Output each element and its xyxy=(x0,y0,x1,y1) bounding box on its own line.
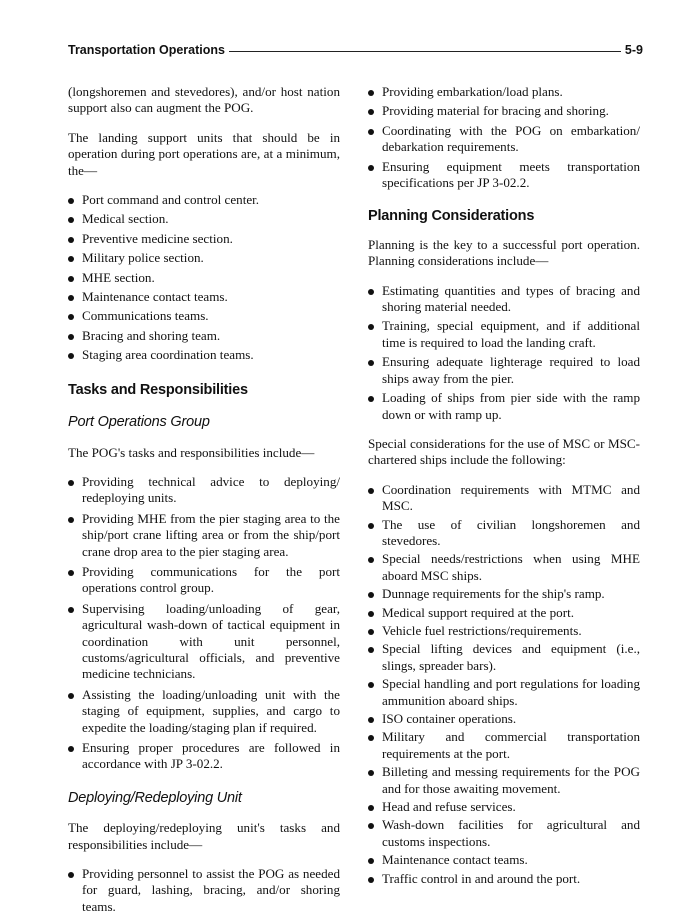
list-item: Ensuring proper procedures are followed in accordance with JP 3-02.2. xyxy=(68,740,340,773)
list-item: Head and refuse services. xyxy=(368,799,640,815)
list-item: Providing MHE from the pier staging area to the ship/port crane lifting area or from the ship/port crane drop area to the pier staging area. xyxy=(68,511,340,560)
header-title: Transportation Operations xyxy=(68,43,225,57)
list-item: Communications teams. xyxy=(68,308,340,324)
list-item: MHE section. xyxy=(68,270,340,286)
list-item: ISO container operations. xyxy=(368,711,640,727)
special-list xyxy=(368,482,640,887)
paragraph-pog: The POG's tasks and responsibilities include— xyxy=(68,444,315,460)
list-item: Maintenance contact teams. xyxy=(368,852,640,868)
list-item: Ensuring equipment meets transportation specifications per JP 3-02.2. xyxy=(368,159,640,192)
list-item: Special handling and port regulations for loading ammunition aboard ships. xyxy=(368,676,640,709)
list-item: Supervising loading/unloading of gear, agricultural wash-down of tactical equipment in coordination with unit personnel, customs/agricultural officials, and preventive medicine technicians. xyxy=(68,601,340,683)
list-item: Coordination requirements with MTMC and MSC. xyxy=(368,482,640,515)
header-rule xyxy=(229,51,621,52)
list-item: Bracing and shoring team. xyxy=(68,328,340,344)
list-item: Coordinating with the POG on embarkation/ debarkation requirements. xyxy=(368,123,640,156)
list-item: Medical support required at the port. xyxy=(368,605,640,621)
list-item: Ensuring adequate lighterage required to load ships away from the pier. xyxy=(368,354,640,387)
list-item: Assisting the loading/unloading unit with the staging of equipment, supplies, and cargo to expedite the loading/staging plan if required. xyxy=(68,687,340,736)
pog-list xyxy=(68,474,340,773)
list-item: Military police section. xyxy=(68,250,340,266)
heading-tasks: Tasks and Responsibilities xyxy=(68,381,248,398)
list-item: Providing embarkation/load plans. xyxy=(368,84,640,100)
list-item: Vehicle fuel restrictions/requirements. xyxy=(368,623,640,639)
paragraph-special: Special considerations for the use of MSC or MSC-chartered ships include the following: xyxy=(368,435,640,468)
list-item: Maintenance contact teams. xyxy=(68,289,340,305)
list-item: Providing material for bracing and shoring. xyxy=(368,103,640,119)
list-item: Special lifting devices and equipment (i.e., slings, spreader bars). xyxy=(368,641,640,674)
list-item: Medical section. xyxy=(68,211,340,227)
paragraph-landing-support: The landing support units that should be in operation during port operations are, at a minimum, the— xyxy=(68,129,340,178)
list-item: Dunnage requirements for the ship's ramp. xyxy=(368,586,640,602)
deploying-list-continued xyxy=(368,84,640,191)
list-item: Wash-down facilities for agricultural and customs inspections. xyxy=(368,817,640,850)
heading-planning: Planning Considerations xyxy=(368,208,535,225)
running-header xyxy=(68,40,643,60)
heading-deploying: Deploying/Redeploying Unit xyxy=(68,789,242,806)
list-item: Loading of ships from pier side with the ramp down or with ramp up. xyxy=(368,390,640,423)
paragraph-augment: (longshoremen and stevedores), and/or host nation support also can augment the POG. xyxy=(68,84,340,116)
list-item: Port command and control center. xyxy=(68,192,340,208)
heading-pog: Port Operations Group xyxy=(68,414,210,431)
list-item: Providing technical advice to deploying/ redeploying units. xyxy=(68,474,340,507)
list-item: Military and commercial transportation requirements at the port. xyxy=(368,729,640,762)
page-number: 5-9 xyxy=(624,43,643,57)
list-item: Traffic control in and around the port. xyxy=(368,871,640,887)
planning-list xyxy=(368,283,640,423)
deploying-list xyxy=(68,866,340,915)
right-column xyxy=(368,84,640,887)
list-item: Providing communications for the port operations control group. xyxy=(68,564,340,597)
list-item: Providing personnel to assist the POG as needed for guard, lashing, bracing, and/or shoring teams. xyxy=(68,866,340,915)
list-item: Special needs/restrictions when using MHE aboard MSC ships. xyxy=(368,551,640,584)
list-item: Staging area coordination teams. xyxy=(68,347,340,363)
list-item: Billeting and messing requirements for the POG and for those awaiting movement. xyxy=(368,764,640,797)
paragraph-planning: Planning is the key to a successful port operation. Planning considerations include— xyxy=(368,236,640,269)
landing-units-list xyxy=(68,192,340,364)
list-item: Training, special equipment, and if additional time is required to load the landing craft. xyxy=(368,318,640,351)
list-item: The use of civilian longshoremen and stevedores. xyxy=(368,517,640,550)
list-item: Preventive medicine section. xyxy=(68,231,340,247)
left-column xyxy=(68,84,340,915)
paragraph-deploying: The deploying/redeploying unit's tasks and responsibilities include— xyxy=(68,820,340,852)
list-item: Estimating quantities and types of bracing and shoring material needed. xyxy=(368,283,640,316)
